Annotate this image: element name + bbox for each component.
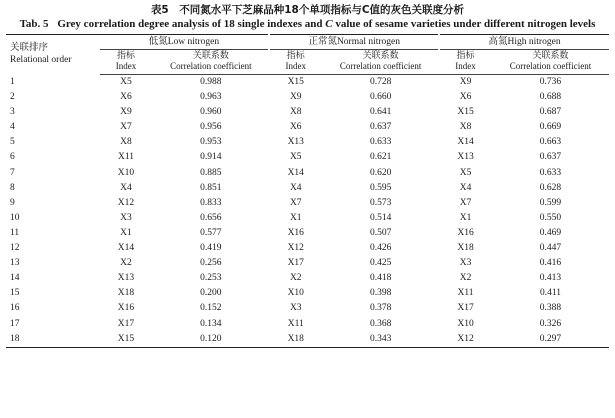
cell-relational-order: 13: [10, 258, 20, 269]
header-order-cn: 关联排序: [10, 43, 49, 54]
cell-coefficient-low: 0.253: [200, 273, 222, 284]
cell-index-low: X6: [120, 92, 132, 103]
header-index-cn: 指标: [286, 50, 305, 60]
cell-coefficient-normal: 0.620: [369, 167, 392, 178]
cell-coefficient-low: 0.419: [200, 243, 222, 254]
table-row: [6, 317, 609, 332]
table-row: [6, 105, 609, 120]
cell-coefficient-normal: 0.637: [369, 122, 392, 133]
table-caption-chinese: 表5 不同氮水平下芝麻品种18个单项指标与C值的灰色关联度分析: [150, 4, 465, 16]
cell-coefficient-low: 0.988: [200, 77, 222, 87]
cell-index-normal: X2: [289, 273, 302, 284]
table-header: [6, 35, 609, 75]
cell-coefficient-high: 0.628: [539, 182, 562, 193]
cell-coefficient-low: 0.152: [200, 303, 222, 314]
header-index-en: Index: [455, 61, 476, 71]
cell-index-normal: X10: [287, 288, 304, 299]
header-index-high: [439, 50, 492, 75]
cell-index-normal: X14: [287, 167, 304, 178]
cell-index-high: X7: [459, 197, 472, 208]
cell-coefficient-low: 0.200: [200, 288, 222, 299]
cell-index-high: X4: [459, 182, 472, 193]
cell-coefficient-normal: 0.343: [322, 332, 439, 348]
cell-index-normal: X12: [287, 243, 304, 254]
cell-relational-order: 1: [10, 76, 15, 87]
cell-coefficient-low: 0.963: [200, 92, 222, 103]
cell-index-low: X4: [120, 182, 132, 193]
cell-relational-order: 6: [10, 152, 15, 163]
cell-index-low: X15: [100, 332, 153, 348]
header-coefficient-normal: [322, 50, 439, 75]
cell-coefficient-high: 0.297: [492, 332, 609, 348]
header-index-en: Index: [115, 61, 137, 71]
cell-coefficient-normal: 0.418: [369, 273, 392, 284]
table-row: [6, 90, 609, 105]
header-coef-en: Correlation coefficient: [509, 61, 592, 71]
header-index-en: Index: [285, 61, 306, 71]
cell-coefficient-high: 0.663: [539, 137, 562, 148]
table-row: [6, 241, 609, 256]
cell-relational-order: 11: [10, 227, 20, 238]
cell-relational-order: 5: [10, 137, 15, 148]
cell-coefficient-high: 0.413: [539, 273, 562, 284]
cell-coefficient-normal: 0.728: [369, 77, 392, 87]
cell-coefficient-low: 0.851: [200, 182, 222, 193]
cell-index-normal: X18: [269, 332, 322, 348]
cell-relational-order: 4: [10, 122, 15, 133]
cell-coefficient-high: 0.411: [539, 288, 561, 299]
cell-coefficient-high: 0.447: [539, 243, 562, 254]
cell-index-normal: X1: [289, 212, 302, 223]
header-group-high-nitrogen: 高氮High nitrogen: [439, 35, 609, 50]
cell-index-low: X17: [117, 318, 135, 329]
cell-relational-order: 14: [10, 273, 20, 284]
cell-coefficient-low: 0.953: [200, 137, 222, 148]
cell-index-normal: X16: [287, 227, 304, 238]
cell-coefficient-high: 0.687: [539, 107, 562, 118]
cell-index-high: X17: [457, 303, 474, 314]
cell-index-normal: X17: [287, 258, 304, 269]
cell-coefficient-high: 0.469: [539, 227, 562, 238]
cell-index-low: X16: [117, 303, 135, 314]
cell-relational-order: 3: [10, 107, 15, 118]
table-row: [6, 332, 609, 348]
cell-coefficient-low: 0.256: [200, 258, 222, 269]
cell-coefficient-normal: 0.368: [369, 318, 392, 329]
cell-index-high: X3: [459, 258, 472, 269]
cell-index-high: X15: [457, 107, 474, 118]
cell-relational-order: 10: [10, 212, 20, 223]
cell-index-high: X5: [459, 167, 472, 178]
cell-relational-order: 2: [10, 92, 15, 103]
table-row: [6, 120, 609, 135]
cell-index-low: X7: [120, 122, 132, 133]
cell-index-high: X6: [459, 92, 472, 103]
cell-coefficient-high: 0.599: [539, 197, 562, 208]
header-coef-en: Correlation coefficient: [339, 61, 422, 71]
cell-index-normal: X4: [289, 182, 302, 193]
cell-relational-order: 7: [10, 167, 15, 178]
table-row: [6, 226, 609, 241]
cell-index-low: X10: [117, 167, 135, 178]
header-coef-cn: 关联系数: [192, 50, 229, 60]
cell-coefficient-low: 0.134: [200, 318, 222, 329]
caption-title-part-1: Grey correlation degree analysis of 18 single indexes and: [57, 18, 323, 30]
header-index-cn: 指标: [456, 50, 475, 60]
cell-index-normal: X15: [287, 77, 304, 87]
cell-coefficient-high: 0.669: [539, 122, 562, 133]
cell-index-high: X13: [457, 152, 474, 163]
cell-index-normal: X9: [289, 92, 302, 103]
header-coefficient-low: [152, 50, 269, 75]
cell-index-normal: X11: [287, 318, 304, 329]
cell-coefficient-high: 0.550: [539, 212, 562, 223]
cell-index-low: X1: [120, 227, 132, 238]
cell-coefficient-high: 0.416: [539, 258, 562, 269]
cell-relational-order: 8: [10, 182, 15, 193]
cell-index-high: X12: [439, 332, 492, 348]
cell-index-high: X8: [459, 122, 472, 133]
cell-coefficient-low: 0.956: [200, 122, 222, 133]
table-row: [6, 256, 609, 271]
cell-index-low: X14: [117, 243, 135, 254]
header-coef-en: Correlation coefficient: [170, 61, 252, 71]
cell-relational-order: 16: [10, 303, 20, 314]
cell-coefficient-normal: 0.378: [369, 303, 392, 314]
cell-coefficient-high: 0.326: [539, 318, 562, 329]
header-relational-order: [6, 35, 100, 75]
cell-index-high: X16: [457, 227, 474, 238]
cell-relational-order: 15: [10, 288, 20, 299]
table-row: [6, 196, 609, 211]
header-group-low-nitrogen: 低氮Low nitrogen: [100, 35, 270, 50]
cell-index-low: X11: [117, 152, 134, 163]
cell-coefficient-low: 0.960: [200, 107, 222, 118]
cell-relational-order: 17: [10, 318, 20, 329]
cell-index-low: X12: [117, 197, 135, 208]
header-index-cn: 指标: [116, 50, 135, 60]
cell-index-low: X2: [120, 258, 132, 269]
cell-coefficient-low: 0.120: [152, 332, 269, 348]
cell-index-low: X13: [117, 273, 135, 284]
cell-coefficient-normal: 0.426: [369, 243, 392, 254]
header-order-en: Relational order: [10, 54, 72, 65]
cell-coefficient-low: 0.885: [200, 167, 222, 178]
table-row: [6, 166, 609, 181]
table-row: [6, 211, 609, 226]
cell-relational-order: 12: [10, 243, 20, 254]
cell-index-normal: X3: [289, 303, 302, 314]
header-index-low: [100, 50, 153, 75]
cell-index-normal: X13: [287, 137, 304, 148]
cell-coefficient-high: 0.633: [539, 167, 562, 178]
cell-index-high: X2: [459, 273, 472, 284]
header-coef-cn: 关联系数: [362, 50, 399, 60]
cell-coefficient-high: 0.388: [539, 303, 562, 314]
table-label: Tab. 5: [19, 18, 49, 30]
table-row: [6, 271, 609, 286]
cell-index-low: X9: [120, 107, 132, 118]
cell-coefficient-high: 0.688: [539, 92, 562, 103]
cell-coefficient-normal: 0.398: [369, 288, 392, 299]
caption-title-italic: C: [325, 18, 333, 30]
cell-coefficient-low: 0.914: [200, 152, 222, 163]
cell-index-low: X8: [120, 137, 132, 148]
header-group-normal-nitrogen: 正常氮Normal nitrogen: [269, 35, 439, 50]
cell-index-normal: X7: [289, 197, 302, 208]
cell-coefficient-normal: 0.621: [369, 152, 392, 163]
cell-index-low: X5: [120, 77, 132, 87]
cell-coefficient-high: 0.736: [539, 77, 562, 87]
cell-coefficient-low: 0.656: [200, 212, 222, 223]
cell-coefficient-low: 0.577: [200, 227, 222, 238]
table-row: [6, 301, 609, 316]
table-row: [6, 150, 609, 165]
cell-coefficient-high: 0.637: [539, 152, 562, 163]
cell-coefficient-normal: 0.425: [369, 258, 392, 269]
cell-index-high: X1: [459, 212, 472, 223]
caption-title-part-2: value of sesame varieties under different nitrogen levels: [335, 18, 596, 30]
cell-index-high: X10: [457, 318, 474, 329]
cell-coefficient-normal: 0.507: [369, 227, 392, 238]
cell-index-high: X9: [459, 77, 472, 87]
header-coef-cn: 关联系数: [532, 50, 569, 60]
cell-index-high: X18: [457, 243, 474, 254]
table-row: [6, 135, 609, 150]
cell-index-high: X11: [457, 288, 474, 299]
cell-coefficient-normal: 0.573: [369, 197, 392, 208]
cell-index-high: X14: [457, 137, 474, 148]
header-coefficient-high: [492, 50, 609, 75]
table-row: [6, 75, 609, 91]
table-row: [6, 181, 609, 196]
table-body: [6, 75, 609, 348]
cell-coefficient-normal: 0.660: [369, 92, 392, 103]
cell-relational-order: 9: [10, 197, 15, 208]
cell-coefficient-low: 0.833: [200, 197, 222, 208]
correlation-table: [6, 34, 609, 348]
table-row: [6, 286, 609, 301]
cell-index-normal: X5: [289, 152, 302, 163]
header-index-normal: [269, 50, 322, 75]
cell-index-normal: X6: [289, 122, 302, 133]
cell-index-low: X3: [120, 212, 132, 223]
cell-index-low: X18: [117, 288, 135, 299]
cell-relational-order: 18: [6, 332, 100, 348]
cell-coefficient-normal: 0.641: [369, 107, 392, 118]
cell-index-normal: X8: [289, 107, 302, 118]
cell-coefficient-normal: 0.595: [369, 182, 392, 193]
table-caption-english: [6, 17, 609, 31]
cell-coefficient-normal: 0.514: [369, 212, 392, 223]
cell-coefficient-normal: 0.633: [369, 137, 392, 148]
